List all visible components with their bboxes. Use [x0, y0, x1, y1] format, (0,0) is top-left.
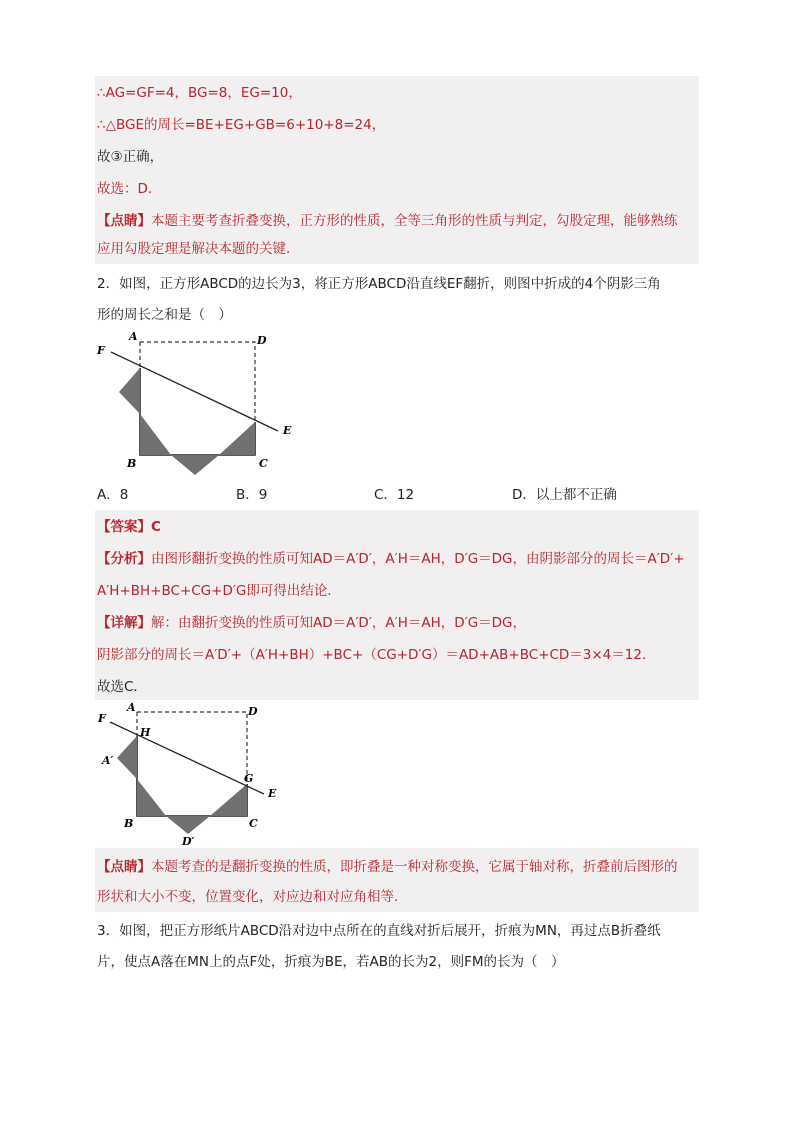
- detail-line-2: 阴影部分的周长＝A′D′+（A′H+BH）+BC+（CG+D′G）＝AD+AB+BC+CD＝3×4＝12．: [97, 647, 656, 663]
- dianjing-1-line-1: [97, 212, 678, 230]
- dianjing-2-line-1: [97, 858, 678, 876]
- label-E: E: [283, 424, 292, 437]
- dianjing-text: 本题主要考查折叠变换，正方形的性质，全等三角形的性质与判定，勾股定理，能够熟练: [151, 213, 678, 229]
- label2-G: G: [244, 772, 254, 785]
- solution-line-4: 故选：D．: [97, 181, 162, 197]
- label2-E: E: [268, 787, 277, 800]
- label2-D-prime: D′: [182, 835, 195, 848]
- label-D: D: [257, 334, 267, 347]
- question-2-stem-line-2: 形的周长之和是（ ）: [97, 307, 232, 323]
- label-A: A: [129, 330, 138, 343]
- question-2-figure: [95, 330, 300, 480]
- label2-H: H: [140, 726, 151, 739]
- solution-line-2: ∴△BGE的周长=BE+EG+GB=6+10+8=24，: [97, 117, 386, 133]
- label2-B: B: [124, 817, 134, 830]
- question-3-stem-line-2: 片，使点A落在MN上的点F处，折痕为BE，若AB的长为2，则FM的长为（ ）: [97, 954, 565, 970]
- solution-shade-middle: [95, 510, 699, 700]
- label2-A-prime: A′: [102, 754, 114, 767]
- dianjing-2-line-2: 形状和大小不变，位置变化，对应边和对应角相等．: [97, 889, 408, 905]
- dianjing-2-tag: 【点睛】: [97, 859, 151, 875]
- answer-value: C: [151, 519, 161, 535]
- label2-F: F: [98, 712, 106, 725]
- detail-text: 解：由翻折变换的性质可知AD＝A′D′，A′H＝AH，D′G＝DG，: [151, 615, 527, 631]
- question-3-stem-line-1: 3．如图，把正方形纸片ABCD沿对边中点所在的直线对折后展开，折痕为MN，再过点B折叠纸: [97, 923, 661, 939]
- detail-line-3: 故选C．: [97, 679, 147, 695]
- analysis-line-1: [97, 550, 685, 568]
- detail-line-1: [97, 614, 526, 632]
- question-2-stem-line-1: 2．如图，正方形ABCD的边长为3，将正方形ABCD沿直线EF翻折，则图中折成的4个阴影三角: [97, 276, 661, 292]
- answer-tag: 【答案】: [97, 519, 151, 535]
- option-c: C．12: [374, 487, 415, 503]
- detail-tag: 【详解】: [97, 615, 151, 631]
- option-b: B．9: [236, 487, 268, 503]
- option-d: D．以上都不正确: [512, 487, 617, 503]
- dianjing-2-text: 本题考查的是翻折变换的性质，即折叠是一种对称变换，它属于轴对称，折叠前后图形的: [151, 859, 678, 875]
- answer-line: [97, 518, 161, 536]
- dianjing-1-line-2: 应用勾股定理是解决本题的关键．: [97, 241, 300, 257]
- label2-C: C: [249, 817, 258, 830]
- analysis-text: 由图形翻折变换的性质可知AD＝A′D′，A′H＝AH，D′G＝DG，由阴影部分的周长＝A′D′+: [151, 551, 685, 567]
- solution-line-1: ∴AG=GF=4，BG=8，EG=10，: [97, 85, 302, 101]
- option-a: A．8: [97, 487, 129, 503]
- label-F: F: [97, 344, 105, 357]
- analysis-line-2: A′H+BH+BC+CG+D′G即可得出结论．: [97, 583, 341, 599]
- solution-line-3: 故③正确，: [97, 149, 164, 165]
- label-B: B: [127, 457, 137, 470]
- label2-D: D: [248, 705, 258, 718]
- analysis-tag: 【分析】: [97, 551, 151, 567]
- label-C: C: [259, 457, 268, 470]
- label2-A: A: [127, 702, 136, 714]
- solution-shade-top: [95, 76, 699, 264]
- solution-figure: [96, 702, 282, 848]
- dianjing-tag: 【点睛】: [97, 213, 151, 229]
